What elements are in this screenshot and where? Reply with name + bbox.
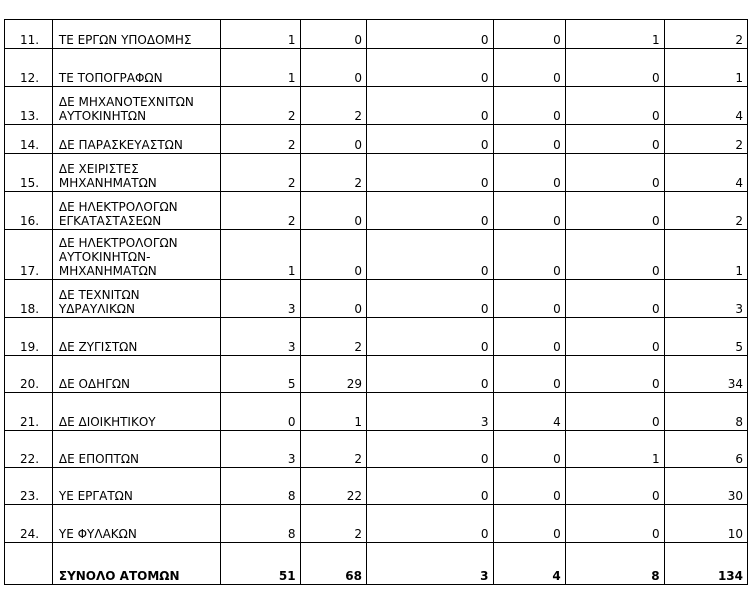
row-number: 24. <box>5 505 53 543</box>
count-cell: 30 <box>664 468 747 505</box>
count-cell: 1 <box>664 230 747 280</box>
row-number: 21. <box>5 393 53 431</box>
specialty-name: ΔΕ ΗΛΕΚΤΡΟΛΟΓΩΝ ΑΥΤΟΚΙΝΗΤΩΝ- ΜΗΧΑΝΗΜΑΤΩΝ <box>52 230 220 280</box>
count-cell: 1 <box>664 49 747 87</box>
count-cell: 0 <box>367 20 494 49</box>
count-cell: 0 <box>300 20 366 49</box>
count-cell: 6 <box>664 431 747 468</box>
count-cell: 0 <box>565 192 664 230</box>
row-number: 23. <box>5 468 53 505</box>
count-cell: 0 <box>300 192 366 230</box>
count-cell: 10 <box>664 505 747 543</box>
count-cell: 0 <box>565 87 664 125</box>
count-cell: 0 <box>565 505 664 543</box>
count-cell: 0 <box>493 280 565 318</box>
row-number: 18. <box>5 280 53 318</box>
row-number: 22. <box>5 431 53 468</box>
count-cell: 2 <box>664 192 747 230</box>
total-count-cell: 4 <box>493 543 565 585</box>
count-cell: 2 <box>664 20 747 49</box>
count-cell: 0 <box>300 280 366 318</box>
row-number: 13. <box>5 87 53 125</box>
count-cell: 1 <box>300 393 366 431</box>
count-cell: 0 <box>493 431 565 468</box>
count-cell: 0 <box>367 280 494 318</box>
count-cell: 2 <box>300 87 366 125</box>
table-row <box>5 468 748 505</box>
count-cell: 0 <box>565 280 664 318</box>
count-cell: 0 <box>565 356 664 393</box>
specialty-name: ΔΕ ΕΠΟΠΤΩΝ <box>52 431 220 468</box>
count-cell: 3 <box>221 318 300 356</box>
count-cell: 5 <box>664 318 747 356</box>
table-row <box>5 280 748 318</box>
count-cell: 0 <box>367 192 494 230</box>
total-count-cell: 51 <box>221 543 300 585</box>
count-cell: 8 <box>664 393 747 431</box>
specialty-name: ΔΕ ΠΑΡΑΣΚΕΥΑΣΤΩΝ <box>52 125 220 154</box>
count-cell: 0 <box>493 356 565 393</box>
specialty-name: ΔΕ ΤΕΧΝΙΤΩΝ ΥΔΡΑΥΛΙΚΩΝ <box>52 280 220 318</box>
count-cell: 29 <box>300 356 366 393</box>
total-label: ΣΥΝΟΛΟ ΑΤΟΜΩΝ <box>52 543 220 585</box>
count-cell: 1 <box>565 20 664 49</box>
total-count-cell: 68 <box>300 543 366 585</box>
count-cell: 2 <box>664 125 747 154</box>
count-cell: 0 <box>367 431 494 468</box>
table-row <box>5 125 748 154</box>
count-cell: 2 <box>300 154 366 192</box>
count-cell: 3 <box>664 280 747 318</box>
row-number: 16. <box>5 192 53 230</box>
table-row <box>5 356 748 393</box>
total-count-cell: 134 <box>664 543 747 585</box>
count-cell: 22 <box>300 468 366 505</box>
count-cell: 0 <box>565 468 664 505</box>
count-cell: 3 <box>367 393 494 431</box>
count-cell: 0 <box>367 125 494 154</box>
table-row <box>5 431 748 468</box>
count-cell: 0 <box>493 87 565 125</box>
table-row <box>5 393 748 431</box>
count-cell: 2 <box>221 192 300 230</box>
count-cell: 1 <box>221 230 300 280</box>
count-cell: 0 <box>367 49 494 87</box>
table-row <box>5 505 748 543</box>
total-count-cell: 3 <box>367 543 494 585</box>
specialty-name: ΔΕ ΖΥΓΙΣΤΩΝ <box>52 318 220 356</box>
table-row <box>5 192 748 230</box>
row-number: 19. <box>5 318 53 356</box>
count-cell: 0 <box>493 192 565 230</box>
total-count-cell: 8 <box>565 543 664 585</box>
count-cell: 0 <box>367 468 494 505</box>
count-cell: 8 <box>221 505 300 543</box>
table-row <box>5 230 748 280</box>
count-cell: 0 <box>493 505 565 543</box>
count-cell: 0 <box>367 318 494 356</box>
count-cell: 0 <box>367 87 494 125</box>
count-cell: 0 <box>565 230 664 280</box>
table-row <box>5 87 748 125</box>
specialty-name: ΤΕ ΕΡΓΩΝ ΥΠΟΔΟΜΗΣ <box>52 20 220 49</box>
row-number: 17. <box>5 230 53 280</box>
specialty-name: ΔΕ ΧΕΙΡΙΣΤΕΣ ΜΗΧΑΝΗΜΑΤΩΝ <box>52 154 220 192</box>
table-row <box>5 49 748 87</box>
table-row <box>5 20 748 49</box>
count-cell: 4 <box>493 393 565 431</box>
count-cell: 8 <box>221 468 300 505</box>
count-cell: 0 <box>565 154 664 192</box>
count-cell: 3 <box>221 431 300 468</box>
row-number: 15. <box>5 154 53 192</box>
count-cell: 0 <box>493 318 565 356</box>
specialty-name: ΥΕ ΦΥΛΑΚΩΝ <box>52 505 220 543</box>
count-cell: 0 <box>367 356 494 393</box>
count-cell: 1 <box>565 431 664 468</box>
count-cell: 0 <box>493 20 565 49</box>
count-cell: 1 <box>221 49 300 87</box>
count-cell: 2 <box>300 505 366 543</box>
count-cell: 4 <box>664 87 747 125</box>
count-cell: 0 <box>300 125 366 154</box>
row-number: 11. <box>5 20 53 49</box>
count-cell: 3 <box>221 280 300 318</box>
specialty-name: ΔΕ ΜΗΧΑΝΟΤΕΧΝΙΤΩΝ ΑΥΤΟΚΙΝΗΤΩΝ <box>52 87 220 125</box>
total-index-cell <box>5 543 53 585</box>
count-cell: 2 <box>221 87 300 125</box>
count-cell: 0 <box>367 230 494 280</box>
table-row <box>5 154 748 192</box>
row-number: 14. <box>5 125 53 154</box>
total-row <box>5 543 748 585</box>
count-cell: 0 <box>300 49 366 87</box>
count-cell: 0 <box>565 49 664 87</box>
table-row <box>5 318 748 356</box>
row-number: 12. <box>5 49 53 87</box>
count-cell: 0 <box>221 393 300 431</box>
count-cell: 0 <box>493 49 565 87</box>
count-cell: 0 <box>493 125 565 154</box>
specialty-name: ΔΕ ΟΔΗΓΩΝ <box>52 356 220 393</box>
count-cell: 0 <box>565 393 664 431</box>
specialty-name: ΔΕ ΔΙΟΙΚΗΤΙΚΟΥ <box>52 393 220 431</box>
count-cell: 0 <box>367 154 494 192</box>
count-cell: 0 <box>565 125 664 154</box>
count-cell: 0 <box>493 154 565 192</box>
count-cell: 4 <box>664 154 747 192</box>
count-cell: 2 <box>300 318 366 356</box>
count-cell: 0 <box>493 468 565 505</box>
count-cell: 2 <box>221 154 300 192</box>
specialty-name: ΥΕ ΕΡΓΑΤΩΝ <box>52 468 220 505</box>
count-cell: 0 <box>300 230 366 280</box>
count-cell: 0 <box>493 230 565 280</box>
staffing-table <box>4 19 748 585</box>
count-cell: 5 <box>221 356 300 393</box>
specialty-name: ΔΕ ΗΛΕΚΤΡΟΛΟΓΩΝ ΕΓΚΑΤΑΣΤΑΣΕΩΝ <box>52 192 220 230</box>
count-cell: 0 <box>565 318 664 356</box>
count-cell: 2 <box>221 125 300 154</box>
row-number: 20. <box>5 356 53 393</box>
count-cell: 1 <box>221 20 300 49</box>
count-cell: 0 <box>367 505 494 543</box>
count-cell: 2 <box>300 431 366 468</box>
count-cell: 34 <box>664 356 747 393</box>
specialty-name: ΤΕ ΤΟΠΟΓΡΑΦΩΝ <box>52 49 220 87</box>
